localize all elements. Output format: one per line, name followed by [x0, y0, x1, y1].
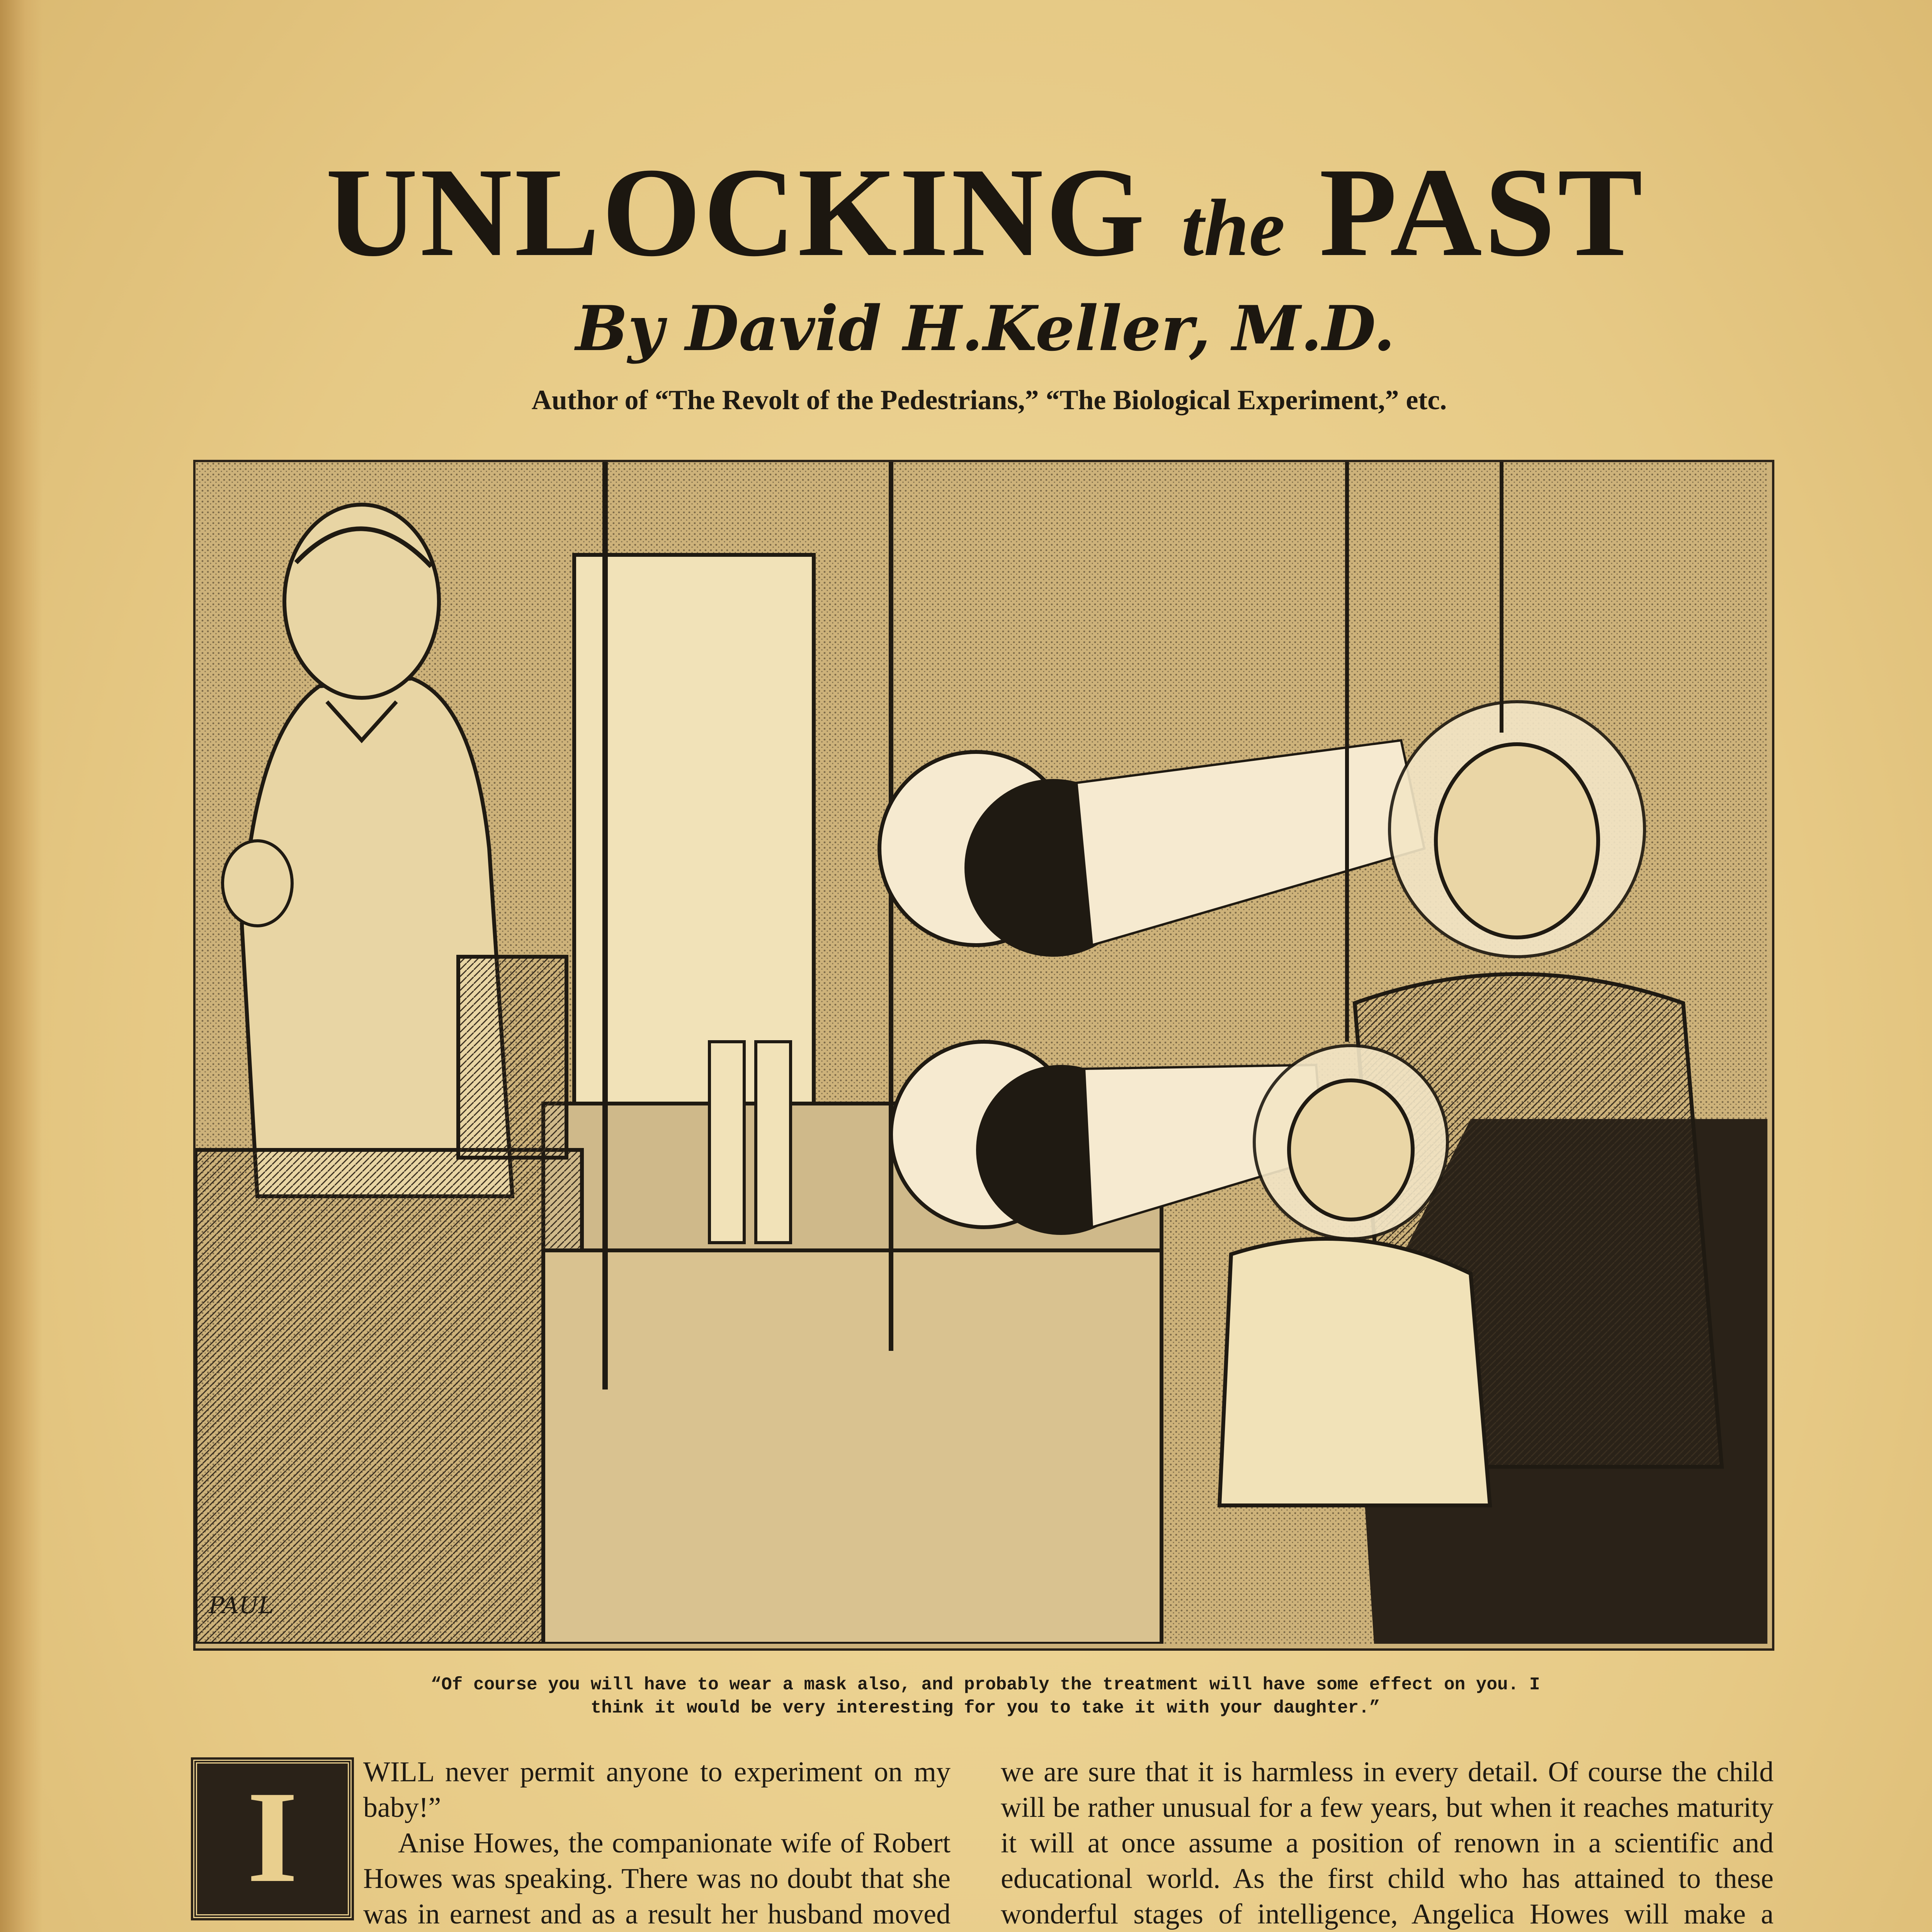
story-paragraph-2: Anise Howes, the companionate wife of Robert Howes was speaking. There was no doubt that she was in earnest and as a result her husband moved — [363, 1827, 951, 1930]
story-column-left-top — [193, 1754, 951, 1932]
illustration-drawing — [196, 462, 1767, 1644]
page-binding-edge — [0, 0, 43, 1932]
story-column-right-top — [1001, 1754, 1774, 1932]
illustration-caption: “Of course you will have to wear a mask also, and probably the treatment will have some effect on you. I think it would be very interesting for you to take it with your daughter.” — [430, 1675, 1540, 1718]
drop-cap-letter: I — [193, 1760, 352, 1918]
author-byline: By David H.Keller, M.D. — [575, 292, 1395, 365]
story-paragraph-1: WILL never permit anyone to experiment on my baby!” — [363, 1756, 951, 1823]
title-word-the: the — [1181, 183, 1285, 273]
story-paragraph-4: we are sure that it is harmless in every detail. Of course the child will be rather unusual for a few years, but when it reaches maturity it will at once assume a position of renown in a scientific and educational world. As the first child who has attained to these wonderful stages of intelligence, Angelica Howes will make a — [1001, 1756, 1774, 1930]
title-word-unlocking: UNLOCKING — [325, 142, 1147, 283]
story-title — [232, 139, 1739, 286]
story-illustration — [193, 460, 1774, 1651]
author-credits: Author of “The Revolt of the Pedestrians,” “The Biological Experiment,” etc. — [531, 384, 1447, 415]
title-word-past: PAST — [1319, 142, 1645, 283]
illustrator-signature: PAUL — [209, 1592, 274, 1619]
